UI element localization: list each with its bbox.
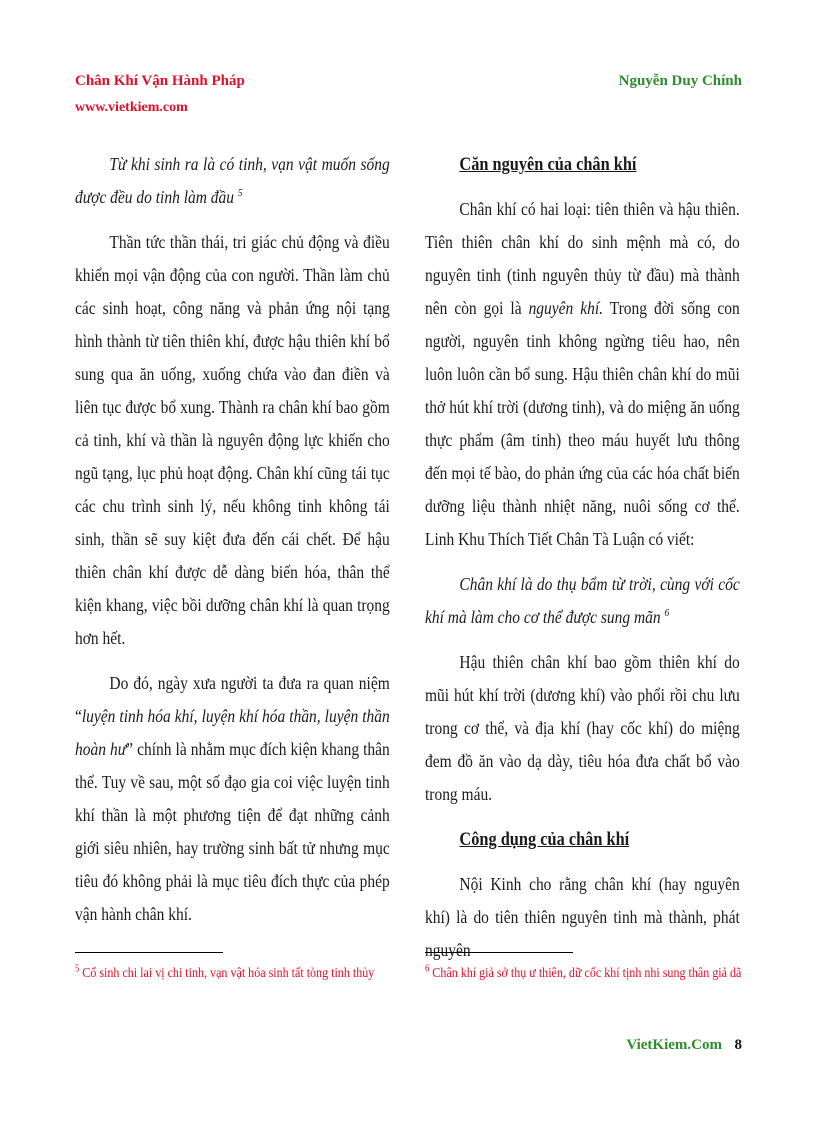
right-paragraph-1-start: Chân khí có hai loại: tiên thiên và hậu thiên. Tiên thiên chân khí do sinh mệnh mà có, do nguyên tinh (tinh nguyên thủy từ đầu) mà thành nên còn gọi là xyxy=(425,199,740,318)
right-column xyxy=(425,148,740,979)
heading-function: Công dụng của chân khí xyxy=(459,829,630,850)
right-quote xyxy=(425,568,740,634)
left-column xyxy=(75,148,390,943)
footnote-ref-6[interactable]: 6 xyxy=(664,607,670,619)
right-paragraph-1 xyxy=(425,193,740,556)
header-url-link[interactable]: www.vietkiem.com xyxy=(75,100,188,115)
right-paragraph-1-italic: nguyên khí. xyxy=(528,298,604,318)
footnote-divider-right xyxy=(425,952,573,953)
left-paragraph-2-italic: luyện tinh hóa khí, luyện khí hóa thần, luyện thần hoàn hư xyxy=(75,706,390,759)
footnote-5-text: Cố sinh chi lai vị chi tinh, vạn vật hóa sinh tất tòng tinh thủy xyxy=(82,966,375,981)
header-title: Chân Khí Vận Hành Pháp xyxy=(75,73,245,89)
left-paragraph-1: Thần tức thần thái, tri giác chủ động và điều khiển mọi vận động của con người. Thần làm chủ các sinh hoạt, công năng và phản ứng nội tạng hình thành từ tiên thiên khí, được hậu thiên khí bổ sung qua ăn uống, xuống chứa vào đan điền và liên tục được bổ xung. Thành ra chân khí bao gồm cả tinh, khí và thần là nguyên động lực khiến cho ngũ tạng, lục phủ hoạt động. Chân khí cũng tái tục các chu trình sinh lý, nếu không tinh không tái sinh, thần sẽ suy kiệt đưa đến cái chết. Để hậu thiên chân khí được dễ dàng biến hóa, thân thể kiện khang, việc bồi dưỡng chân khí là quan trọng hơn hết. xyxy=(75,232,390,648)
header-author: Nguyễn Duy Chính xyxy=(618,73,742,89)
footnote-6-number: 6 xyxy=(425,963,430,975)
footer-site-link[interactable]: VietKiem.Com xyxy=(626,1037,722,1053)
right-quote-text: Chân khí là do thụ bẩm từ trời, cùng với cốc khí mà làm cho cơ thể được sung mãn xyxy=(425,574,740,627)
left-paragraph-2-end: ” chính là nhằm mục đích kiện khang thân thể. Tuy về sau, một số đạo gia coi việc luyện tinh khí thần là một phương tiện để đạt những cảnh giới siêu nhiên, hay trường sinh bất tử nhưng mục tiêu đó không phải là mục tiêu đích thực của phép vận hành chân khí. xyxy=(75,739,390,924)
right-paragraph-3: Nội Kinh cho rằng chân khí (hay nguyên khí) là do tiên thiên nguyên tinh mà thành, phát nguyên xyxy=(425,874,740,960)
left-paragraph-2-start: Do đó, ngày xưa người ta đưa ra quan niệm “ xyxy=(75,673,390,726)
footnote-divider-left xyxy=(75,952,223,953)
right-paragraph-1-end: Trong đời sống con người, nguyên tinh không ngừng tiêu hao, nên luôn luôn cần bổ sung. Hậu thiên chân khí do mũi thở hút khí trời (dương tinh), và do miệng ăn uống thực phẩm (âm tinh) theo máu huyết lưu thông đến mọi tế bào, do phản ứng của các hóa chất biến dưỡng liệu thành nhiệt năng, nuôi sống cơ thể. Linh Khu Thích Tiết Chân Tà Luận có viết: xyxy=(425,298,740,549)
left-quote-text: Từ khi sinh ra là có tinh, vạn vật muốn sống được đều do tinh làm đầu xyxy=(75,154,390,207)
footnote-6 xyxy=(425,963,742,982)
footnote-5-number: 5 xyxy=(75,963,80,975)
right-paragraph-2: Hậu thiên chân khí bao gồm thiên khí do mũi hút khí trời (dương khí) vào phổi rồi chu lưu trong cơ thể, và địa khí (hay cốc khí) do miệng đem đồ ăn vào dạ dày, tiêu hóa đưa chất bổ vào trong máu. xyxy=(425,652,740,804)
footnote-ref-5[interactable]: 5 xyxy=(237,187,243,199)
left-paragraph-2 xyxy=(75,667,390,931)
footnote-5 xyxy=(75,963,375,982)
heading-origin: Căn nguyên của chân khí xyxy=(459,154,637,175)
footnote-6-text: Chân khí giả sở thụ ư thiên, dữ cốc khí tịnh nhi sung thân giả dã xyxy=(432,966,742,981)
page-number: 8 xyxy=(734,1037,742,1053)
left-quote xyxy=(75,148,390,214)
